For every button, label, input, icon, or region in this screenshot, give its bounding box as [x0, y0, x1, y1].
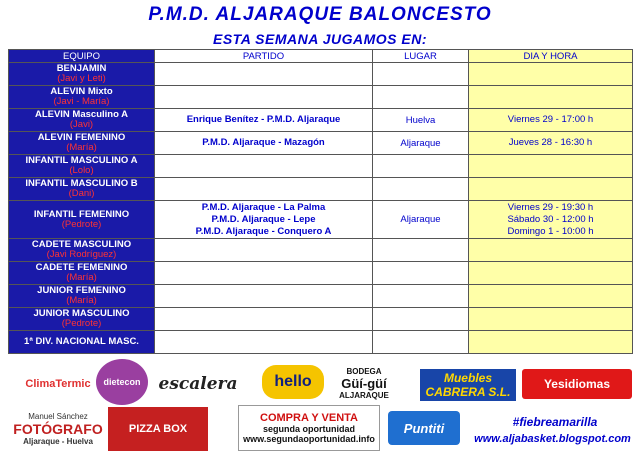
table-row	[9, 155, 633, 178]
date-cell	[469, 331, 633, 354]
team-coach: (María)	[66, 142, 97, 153]
schedule-table	[8, 49, 633, 354]
team-cell	[9, 308, 155, 331]
hello-idiomas-logo	[262, 365, 324, 399]
place-cell	[373, 331, 469, 354]
page-title: P.M.D. ALJARAQUE BALONCESTO	[148, 4, 492, 25]
table-row	[9, 86, 633, 109]
team-coach: (Javi Rodríguez)	[46, 249, 117, 260]
place-cell: Aljaraque	[373, 201, 469, 239]
team-name: INFANTIL FEMENINO	[33, 208, 130, 220]
table-row	[9, 308, 633, 331]
team-cell	[9, 331, 155, 354]
table-row	[9, 178, 633, 201]
team-cell	[9, 63, 155, 86]
date-cell	[469, 239, 633, 262]
photographer-location: Aljaraque - Huelva	[23, 437, 93, 446]
match-cell	[155, 86, 373, 109]
match-text: P.M.D. Aljaraque - Conquero A	[195, 225, 332, 237]
table-row	[9, 239, 633, 262]
puntiti-logo: Puntiti	[388, 411, 460, 445]
team-coach: (María)	[66, 272, 97, 283]
date-cell	[469, 262, 633, 285]
photographer-name: Manuel Sánchez	[28, 412, 88, 421]
photographer-title: FOTÓGRAFO	[13, 421, 103, 437]
place-cell: Aljaraque	[373, 132, 469, 155]
date-text: Jueves 28 - 16:30 h	[508, 137, 593, 148]
match-text: P.M.D. Aljaraque - Mazagón	[202, 137, 325, 148]
team-coach: (Javi - María)	[53, 96, 110, 107]
place-cell	[373, 285, 469, 308]
place-cell: Huelva	[373, 109, 469, 132]
header-date: DIA Y HORA	[469, 50, 633, 63]
date-cell	[469, 63, 633, 86]
match-text: P.M.D. Aljaraque - La Palma	[201, 201, 326, 213]
team-cell	[9, 178, 155, 201]
sponsor-banner	[0, 355, 640, 457]
team-coach: (Dani)	[68, 188, 95, 199]
compra-title: COMPRA Y VENTA	[260, 412, 358, 424]
team-name: JUNIOR MASCULINO	[33, 308, 130, 319]
team-name: INFANTIL MASCULINO A	[25, 155, 138, 166]
compra-url: www.segundaoportunidad.info	[243, 434, 375, 444]
page-subtitle: ESTA SEMANA JUGAMOS EN:	[213, 31, 427, 47]
team-cell	[9, 132, 155, 155]
place-cell	[373, 308, 469, 331]
team-name: CADETE FEMENINO	[35, 262, 128, 273]
compra-sub: segunda oportunidad	[263, 424, 355, 434]
team-name: ALEVIN Masculino A	[34, 109, 129, 120]
table-row	[9, 331, 633, 354]
table-row	[9, 285, 633, 308]
match-cell	[155, 109, 373, 132]
match-cell	[155, 132, 373, 155]
team-name: 1ª DIV. NACIONAL MASC.	[24, 336, 139, 347]
header-team: EQUIPO	[9, 50, 155, 63]
date-text: Sábado 30 - 12:00 h	[507, 213, 594, 225]
bodega-sub: ALJARAQUE	[339, 390, 389, 400]
blog-link[interactable]: www.aljabasket.blogspot.com	[474, 433, 631, 445]
team-coach: (Pedrote)	[61, 218, 102, 230]
team-cell	[9, 155, 155, 178]
team-coach: (Lolo)	[69, 165, 94, 176]
team-cell	[9, 262, 155, 285]
match-cell	[155, 239, 373, 262]
date-cell	[469, 201, 633, 239]
match-cell	[155, 201, 373, 239]
team-name: JUNIOR FEMENINO	[37, 285, 126, 296]
match-cell	[155, 331, 373, 354]
header-place: LUGAR	[373, 50, 469, 63]
photographer-logo	[13, 409, 103, 449]
bodega-name: Güí-güí	[341, 375, 387, 391]
team-cell	[9, 86, 155, 109]
match-cell	[155, 285, 373, 308]
escalera-logo: escalera	[158, 374, 238, 394]
table-row	[9, 262, 633, 285]
yesidiomas-logo: Yesidiomas	[522, 369, 632, 399]
hashtag-text: #fiebreamarilla	[512, 415, 598, 429]
date-cell	[469, 178, 633, 201]
place-cell	[373, 239, 469, 262]
team-coach: (Pedrote)	[61, 318, 102, 329]
date-text: Viernes 29 - 17:00 h	[507, 114, 594, 125]
date-cell	[469, 285, 633, 308]
match-cell	[155, 308, 373, 331]
team-cell	[9, 109, 155, 132]
bodega-logo	[330, 363, 398, 403]
team-coach: (Javi y Leti)	[57, 73, 106, 84]
date-cell	[469, 308, 633, 331]
pizza-box-name: PIZZA BOX	[128, 423, 188, 435]
team-name: INFANTIL MASCULINO B	[25, 178, 138, 189]
team-coach: (Javi)	[69, 119, 94, 130]
date-text: Domingo 1 - 10:00 h	[507, 225, 594, 237]
date-cell	[469, 109, 633, 132]
compra-venta-logo	[238, 405, 380, 451]
team-coach: (María)	[66, 295, 97, 306]
match-cell	[155, 178, 373, 201]
bodega-label: BODEGA	[346, 366, 382, 376]
header-match: PARTIDO	[155, 50, 373, 63]
header-row	[9, 50, 633, 63]
match-cell	[155, 262, 373, 285]
team-cell	[9, 201, 155, 239]
muebles-cabrera-logo: Muebles CABRERA S.L.	[420, 369, 516, 401]
place-cell	[373, 86, 469, 109]
match-cell	[155, 63, 373, 86]
match-cell	[155, 155, 373, 178]
team-cell	[9, 239, 155, 262]
dietecon-logo: dietecon	[96, 359, 148, 405]
team-name: ALEVIN Mixto	[50, 86, 113, 97]
table-row	[9, 132, 633, 155]
team-name: CADETE MASCULINO	[31, 239, 132, 250]
team-name: ALEVIN FEMENINO	[37, 132, 126, 143]
place-cell	[373, 155, 469, 178]
date-text: Viernes 29 - 19:30 h	[507, 201, 594, 213]
pizza-box-logo	[108, 407, 208, 451]
team-cell	[9, 285, 155, 308]
table-row	[9, 109, 633, 132]
match-text: P.M.D. Aljaraque - Lepe	[211, 213, 316, 225]
date-cell	[469, 86, 633, 109]
place-cell	[373, 178, 469, 201]
place-cell	[373, 63, 469, 86]
place-cell	[373, 262, 469, 285]
date-cell	[469, 155, 633, 178]
team-name: BENJAMIN	[56, 63, 107, 74]
match-text: Enrique Benítez - P.M.D. Aljaraque	[186, 114, 341, 125]
table-row	[9, 63, 633, 86]
climatermic-logo: ClimaTermic	[25, 378, 91, 390]
table-row	[9, 201, 633, 239]
date-cell	[469, 132, 633, 155]
hello-logo-text: hello	[274, 373, 312, 390]
